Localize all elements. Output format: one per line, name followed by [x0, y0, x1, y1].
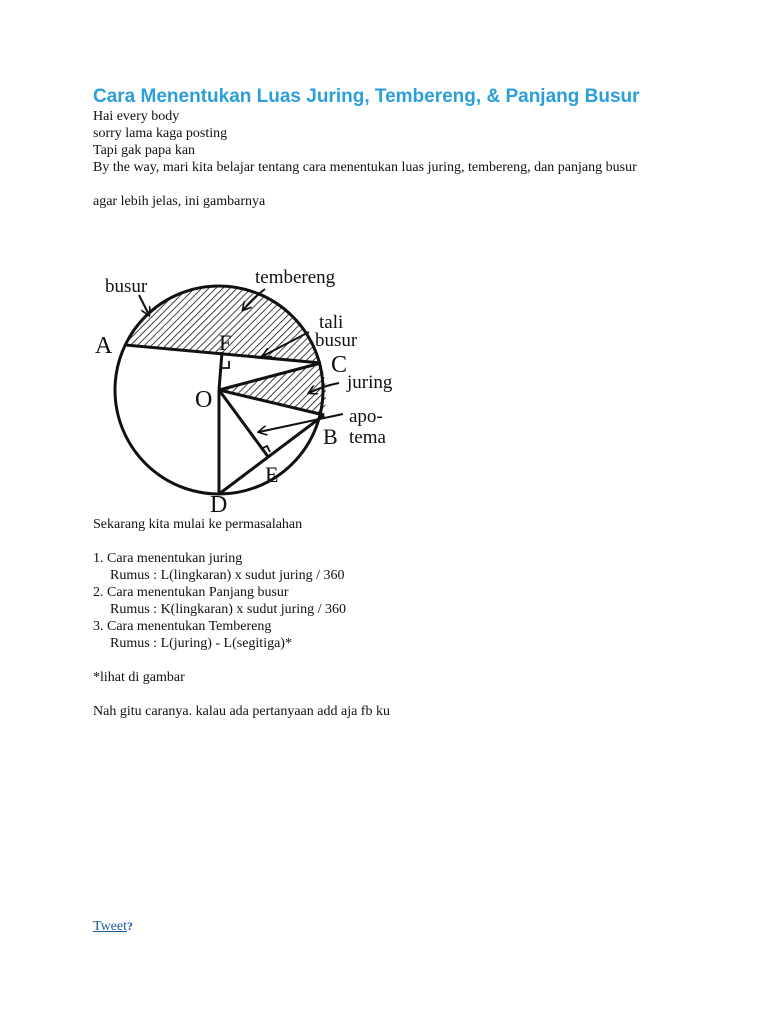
apotema-of: [219, 352, 222, 390]
label-tali: tali: [319, 312, 344, 333]
label-busur: busur: [105, 276, 148, 297]
footnote: *lihat di gambar: [93, 670, 185, 685]
closing-text: Nah gitu caranya. kalau ada pertanyaan add aja fb ku: [93, 704, 390, 719]
juring-region: [219, 363, 326, 415]
point-b: B: [323, 424, 338, 449]
intro-line: By the way, mari kita belajar tentang cara menentukan luas juring, tembereng, dan panjang busur: [93, 160, 637, 175]
section-intro: Sekarang kita mulai ke permasalahan: [93, 517, 303, 532]
circle-diagram-svg: [93, 262, 413, 514]
list-item-heading: 1. Cara menentukan juring: [93, 551, 243, 566]
intro-section: [93, 108, 673, 210]
label-juring: juring: [347, 372, 393, 393]
list-item-heading: 2. Cara menentukan Panjang busur: [93, 585, 289, 600]
point-f: F: [219, 330, 232, 355]
label-apo: apo-: [349, 406, 383, 427]
list-item-heading: 3. Cara menentukan Tembereng: [93, 619, 272, 634]
label-busur-chord: busur: [315, 330, 358, 351]
list-item-formula: Rumus : L(juring) - L(segitiga)*: [110, 636, 292, 651]
point-a: A: [95, 333, 113, 359]
figure-caption: agar lebih jelas, ini gambarnya: [93, 194, 266, 209]
content-section: [93, 516, 673, 720]
point-c: C: [331, 352, 348, 378]
intro-line: Tapi gak papa kan: [93, 143, 196, 158]
right-angle-f: [222, 361, 229, 368]
label-tema: tema: [349, 427, 386, 448]
page-title: Cara Menentukan Luas Juring, Tembereng, & Panjang Busur: [93, 86, 640, 107]
list-item-formula: Rumus : K(lingkaran) x sudut juring / 360: [110, 602, 347, 617]
point-e: E: [265, 462, 279, 487]
list-item-formula: Rumus : L(lingkaran) x sudut juring / 360: [110, 568, 345, 583]
circle-diagram: [93, 262, 413, 514]
tweet-link[interactable]: Tweet: [93, 919, 128, 934]
intro-line: Hai every body: [93, 109, 180, 124]
busur-arrow: [139, 295, 149, 315]
tweet-area: [93, 919, 133, 935]
point-d: D: [210, 492, 228, 514]
label-tembereng: tembereng: [255, 267, 336, 288]
intro-line: sorry lama kaga posting: [93, 126, 228, 141]
point-o: O: [195, 387, 213, 413]
tweet-help-icon[interactable]: ?: [127, 919, 134, 933]
